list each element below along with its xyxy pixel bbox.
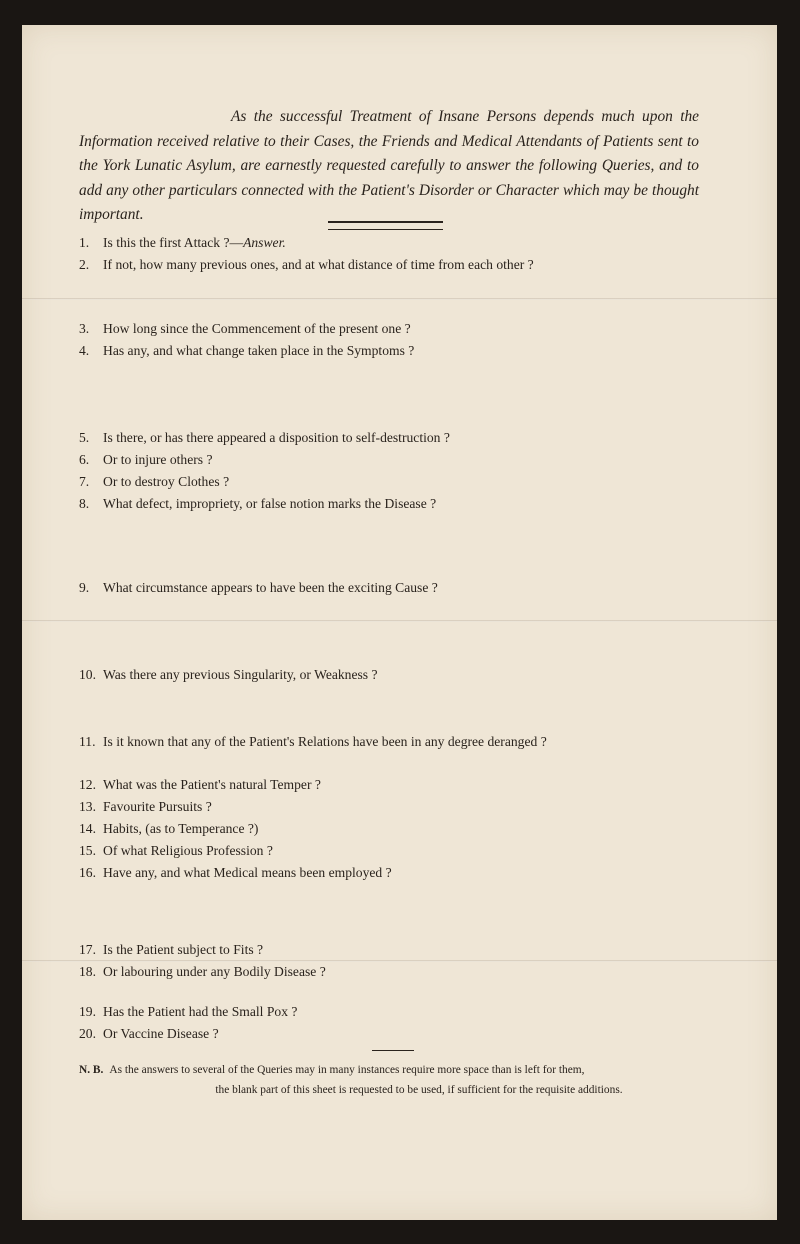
query-item — [79, 964, 326, 980]
query-number: 12. — [79, 777, 96, 792]
query-number: 18. — [79, 964, 96, 979]
query-item — [79, 843, 273, 859]
query-number: 20. — [79, 1026, 96, 1041]
query-text: Is the Patient subject to Fits ? — [103, 942, 264, 957]
query-text: Of what Religious Profession ? — [103, 843, 273, 858]
query-number: 8. — [79, 496, 90, 511]
query-text: Has the Patient had the Small Pox ? — [103, 1004, 298, 1019]
query-number: 13. — [79, 799, 96, 814]
query-item — [79, 235, 286, 251]
query-text: Or to injure others ? — [103, 452, 213, 467]
query-text: Was there any previous Singularity, or Weakness ? — [103, 667, 378, 682]
query-text: Is this the first Attack ?— — [103, 235, 244, 250]
query-number: 17. — [79, 942, 96, 957]
query-number: 2. — [79, 257, 90, 272]
query-number: 4. — [79, 343, 90, 358]
query-text: If not, how many previous ones, and at what distance of time from each other ? — [103, 257, 534, 272]
query-item — [79, 496, 436, 512]
query-text: Favourite Pursuits ? — [103, 799, 212, 814]
fold-line — [22, 298, 777, 300]
query-text: Is there, or has there appeared a disposition to self-destruction ? — [103, 430, 450, 445]
answer-label: Answer. — [243, 235, 286, 250]
query-text: Or labouring under any Bodily Disease ? — [103, 964, 326, 979]
query-number: 6. — [79, 452, 90, 467]
query-item — [79, 865, 392, 881]
query-item — [79, 667, 378, 683]
query-item — [79, 1026, 219, 1042]
query-number: 7. — [79, 474, 90, 489]
query-item — [79, 1004, 297, 1020]
query-number: 14. — [79, 821, 96, 836]
query-text: Or Vaccine Disease ? — [103, 1026, 219, 1041]
query-number: 19. — [79, 1004, 96, 1019]
fold-line — [22, 620, 777, 622]
footnote-line-2: the blank part of this sheet is requested to be used, if sufficient for the requisite additions. — [215, 1084, 623, 1096]
query-text: Or to destroy Clothes ? — [103, 474, 230, 489]
query-item — [79, 734, 547, 750]
document-sheet — [22, 25, 777, 1220]
query-number: 3. — [79, 321, 90, 336]
query-number: 9. — [79, 580, 90, 595]
query-item — [79, 777, 321, 793]
query-item — [79, 452, 212, 468]
query-text: Has any, and what change taken place in the Symptoms ? — [103, 343, 415, 358]
query-text: Have any, and what Medical means been employed ? — [103, 865, 392, 880]
query-item — [79, 799, 212, 815]
query-number: 15. — [79, 843, 96, 858]
query-item — [79, 474, 229, 490]
query-text: What defect, impropriety, or false notion marks the Disease ? — [103, 496, 437, 511]
intro-text: As the successful Treatment of Insane Persons depends much upon the Information received relative to their Cases, the Friends and Medical Attendants of Patients sent to the York Lunatic Asylum, are earnestly requested carefully to answer the following Queries, and to add any other particulars connected with the Patient's Disorder or Character which may be thought important. — [79, 108, 699, 223]
short-rule-divider — [372, 1050, 414, 1051]
double-rule-divider — [328, 221, 443, 230]
query-item — [79, 430, 450, 446]
query-number: 1. — [79, 235, 90, 250]
query-text: Is it known that any of the Patient's Relations have been in any degree deranged ? — [103, 734, 547, 749]
query-text: What circumstance appears to have been the exciting Cause ? — [103, 580, 438, 595]
footnote-label: N. B. — [79, 1064, 104, 1076]
query-number: 10. — [79, 667, 96, 682]
fold-line — [22, 960, 777, 962]
intro-paragraph — [79, 105, 699, 228]
footnote — [79, 1060, 719, 1100]
query-item — [79, 343, 414, 359]
query-text: What was the Patient's natural Temper ? — [103, 777, 321, 792]
query-text: Habits, (as to Temperance ?) — [103, 821, 259, 836]
query-item — [79, 942, 263, 958]
query-text: How long since the Commencement of the present one ? — [103, 321, 411, 336]
query-item — [79, 321, 411, 337]
query-item — [79, 821, 258, 837]
query-number: 16. — [79, 865, 96, 880]
query-number: 11. — [79, 734, 96, 749]
query-number: 5. — [79, 430, 90, 445]
footnote-line-1: As the answers to several of the Queries may in many instances require more space than is left for them, — [109, 1064, 585, 1076]
query-item — [79, 257, 534, 273]
query-item — [79, 580, 438, 596]
